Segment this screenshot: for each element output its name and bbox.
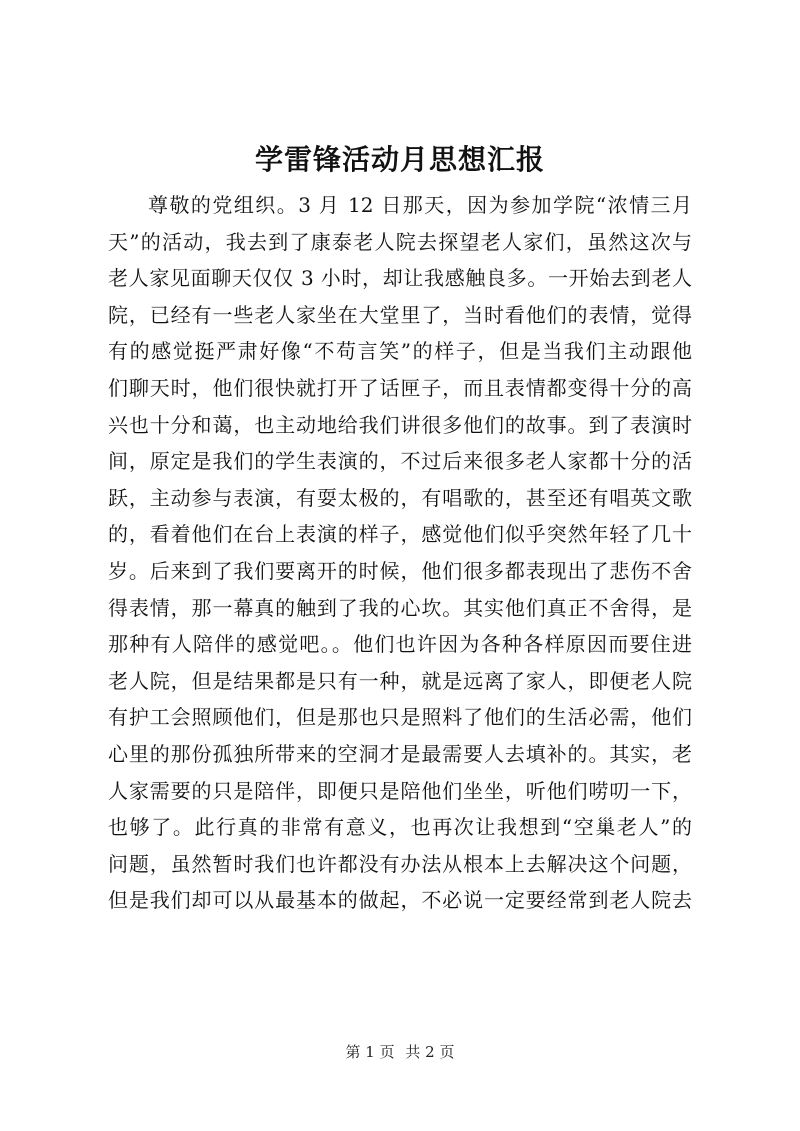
page-number: 第 1 页 <box>345 1043 395 1061</box>
body-line: 有的感觉挺严肃好像“不苟言笑”的样子，但是当我们主动跟他 <box>108 339 692 364</box>
document-title: 学雷锋活动月思想汇报 <box>254 143 545 176</box>
body-line: 也够了。此行真的非常有意义，也再次让我想到“空巢老人”的 <box>108 815 692 840</box>
document-body <box>108 187 692 919</box>
body-line: 天”的活动，我去到了康泰老人院去探望老人家们，虽然这次与 <box>108 229 692 254</box>
page-footer <box>0 1042 800 1062</box>
body-line: 跃，主动参与表演，有耍太极的，有唱歌的，甚至还有唱英文歌 <box>108 485 692 510</box>
body-line: 的，看着他们在台上表演的样子，感觉他们似乎突然年轻了几十 <box>108 522 692 547</box>
body-line: 那种有人陪伴的感觉吧。。他们也许因为各种各样原因而要住进 <box>108 632 692 657</box>
body-line: 老人院，但是结果都是只有一种，就是远离了家人，即便老人院 <box>108 668 692 693</box>
body-line: 尊敬的党组织。3 月 12 日那天，因为参加学院“浓情三月 <box>148 193 692 217</box>
body-line: 但是我们却可以从最基本的做起，不必说一定要经常到老人院去 <box>108 888 692 913</box>
body-line: 兴也十分和蔼，也主动地给我们讲很多他们的故事。到了表演时 <box>108 412 692 437</box>
body-line: 院，已经有一些老人家坐在大堂里了，当时看他们的表情，觉得 <box>108 302 692 327</box>
body-line: 得表情，那一幕真的触到了我的心坎。其实他们真正不舍得，是 <box>108 595 692 620</box>
body-line: 问题，虽然暂时我们也许都没有办法从根本上去解决这个问题， <box>108 851 692 876</box>
page-total: 共 2 页 <box>405 1043 455 1061</box>
body-line: 间，原定是我们的学生表演的，不过后来很多老人家都十分的活 <box>108 449 692 474</box>
body-line: 人家需要的只是陪伴，即便只是陪他们坐坐，听他们唠叨一下， <box>108 778 692 803</box>
body-line: 们聊天时，他们很快就打开了话匣子，而且表情都变得十分的高 <box>108 375 692 400</box>
body-line: 岁。后来到了我们要离开的时候，他们很多都表现出了悲伤不舍 <box>108 558 692 583</box>
body-line: 心里的那份孤独所带来的空洞才是最需要人去填补的。其实，老 <box>108 741 692 766</box>
body-line: 有护工会照顾他们，但是那也只是照料了他们的生活必需，他们 <box>108 705 692 730</box>
body-line: 老人家见面聊天仅仅 3 小时，却让我感触良多。一开始去到老人 <box>108 266 692 291</box>
